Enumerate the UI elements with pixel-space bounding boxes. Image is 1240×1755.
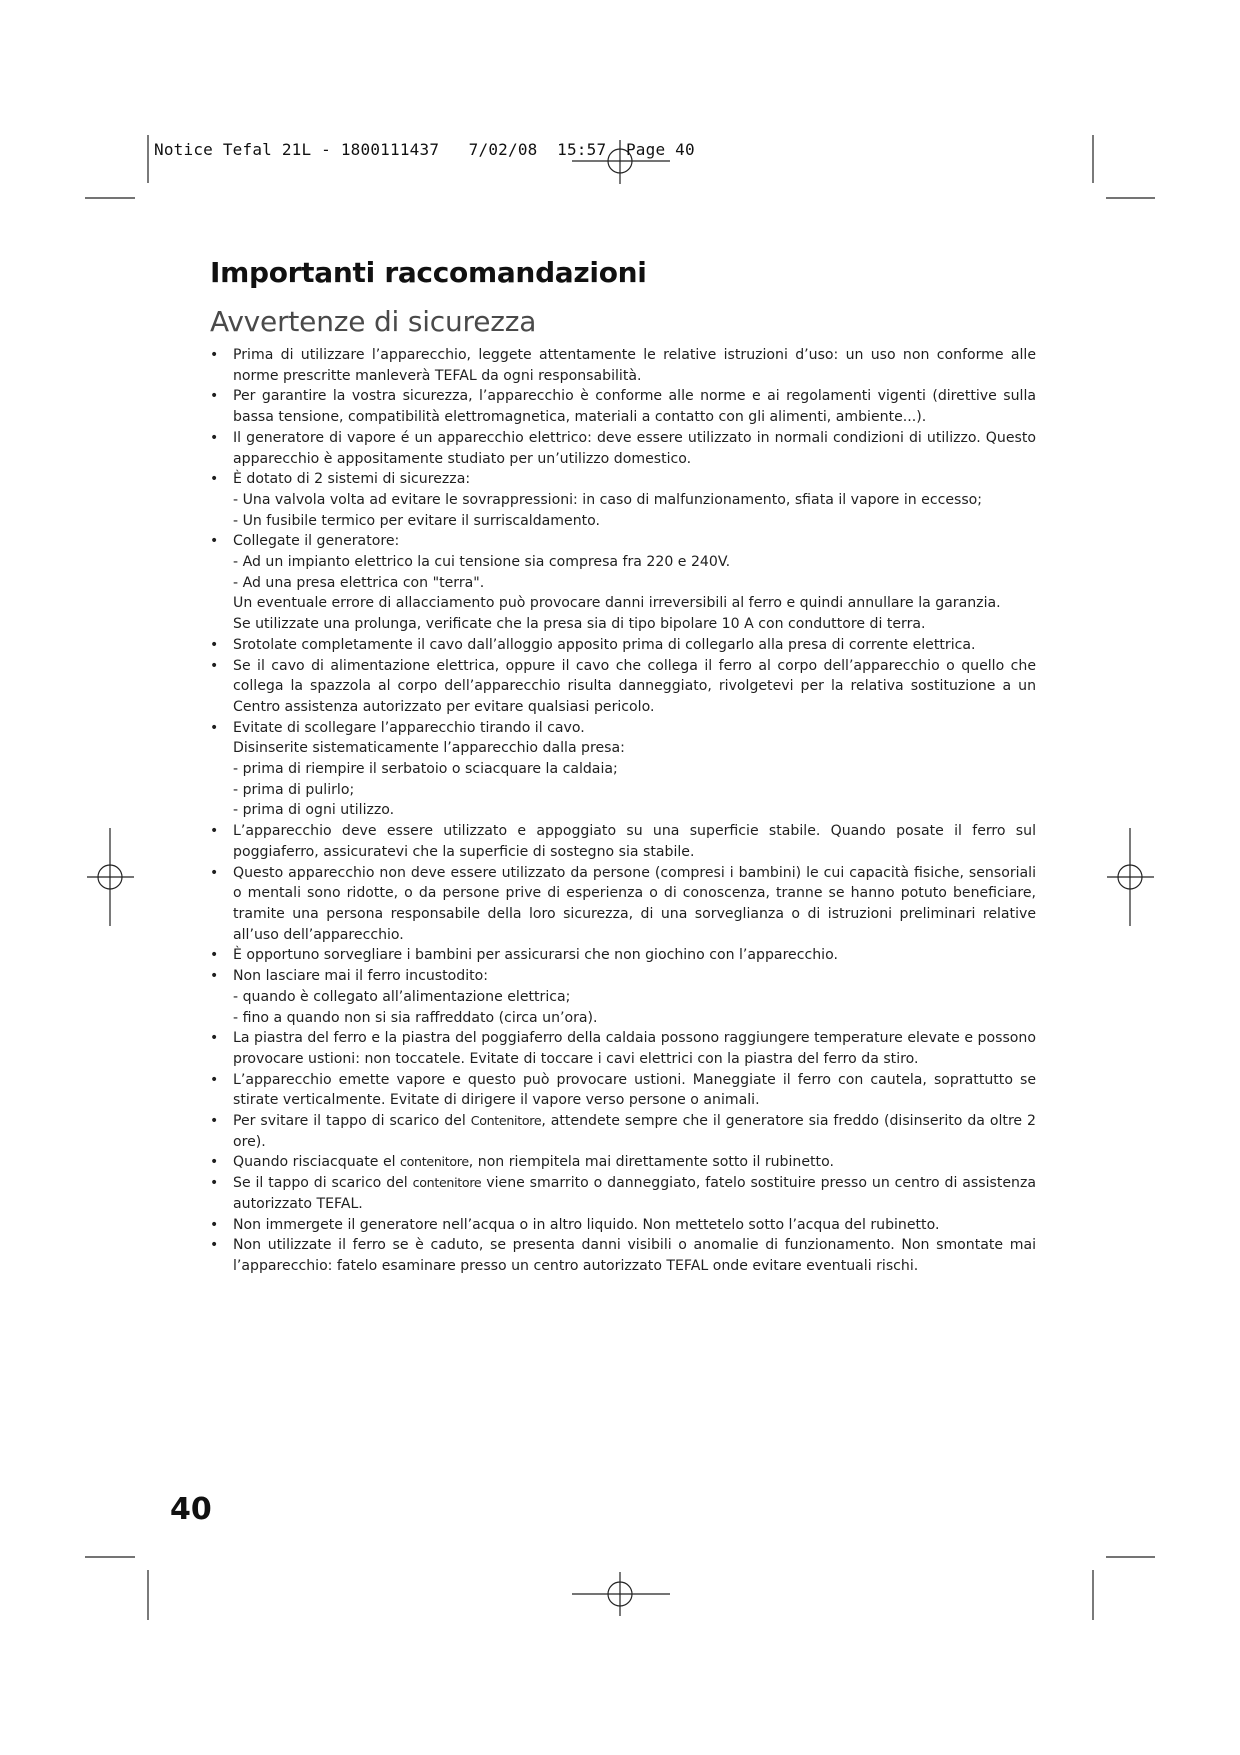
sub-line: Un eventuale errore di allacciamento può provocare danni irreversibili al ferro e quindi annullare la garanzia. bbox=[233, 595, 1001, 612]
sub-line: - prima di ogni utilizzo. bbox=[233, 802, 395, 819]
list-item: • Quando risciacquate el contenitore, non riempitela mai direttamente sotto il rubinetto. bbox=[210, 1152, 1036, 1173]
list-item: • Srotolate completamente il cavo dall’alloggio apposito prima di collegarlo alla presa di corrente elettrica. bbox=[210, 635, 1036, 656]
list-item: • È opportuno sorvegliare i bambini per assicurarsi che non giochino con l’apparecchio. bbox=[210, 945, 1036, 966]
list-item: • Evitate di scollegare l’apparecchio tirando il cavo. Disinserite sistematicamente l’apparecchio dalla presa: - prima di riempire il serbatoio o sciacquare la caldaia; - prima di pulirlo; - prima di ogni utilizzo. bbox=[210, 718, 1036, 822]
sub-line: - Ad una presa elettrica con "terra". bbox=[233, 574, 485, 591]
sub-line: - prima di pulirlo; bbox=[233, 781, 355, 798]
print-header: Notice Tefal 21L - 1800111437 7/02/08 15:57 Page 40 bbox=[154, 140, 695, 159]
sub-line: - quando è collegato all’alimentazione elettrica; bbox=[233, 988, 571, 1005]
list-item: • Non immergete il generatore nell’acqua o in altro liquido. Non mettetelo sotto l’acqua del rubinetto. bbox=[210, 1215, 1036, 1236]
list-item: • Collegate il generatore: - Ad un impianto elettrico la cui tensione sia compresa fra 220 e 240V. - Ad una presa elettrica con "terra". Un eventuale errore di allacciamento può provocare danni irreversibili al ferro e quindi annullare la garanzia. Se utilizzate una prolunga, verificate che la presa sia di tipo bipolare 10 A con conduttore di terra. bbox=[210, 531, 1036, 635]
list-item: • Non utilizzate il ferro se è caduto, se presenta danni visibili o anomalie di funzionamento. Non smontate mai l’apparecchio: fatelo esaminare presso un centro autorizzato TEFAL onde evitare eventuali rischi. bbox=[210, 1235, 1036, 1276]
list-item: • È dotato di 2 sistemi di sicurezza: - Una valvola volta ad evitare le sovrappressioni: in caso di malfunzionamento, sfiata il vapore in eccesso; - Un fusibile termico per evitare il surriscaldamento. bbox=[210, 469, 1036, 531]
sub-line: - Una valvola volta ad evitare le sovrappressioni: in caso di malfunzionamento, sfiata il vapore in eccesso; bbox=[233, 491, 983, 508]
safety-list bbox=[210, 345, 1036, 1277]
page-number: 40 bbox=[170, 1492, 212, 1527]
list-item: • Prima di utilizzare l’apparecchio, leggete attentamente le relative istruzioni d’uso: un uso non conforme alle norme prescritte manleverà TEFAL da ogni responsabilità. bbox=[210, 345, 1036, 386]
list-item: • Questo apparecchio non deve essere utilizzato da persone (compresi i bambini) le cui capacità fisiche, sensoriali o mentali sono ridotte, o da persone prive di esperienza o di conoscenza, tranne se hanno potuto beneficiare, tramite una persona responsabile della loro sicurezza, di una sorveglianza o di istruzioni preliminari relative all’uso dell’apparecchio. bbox=[210, 863, 1036, 946]
sub-line: Se utilizzate una prolunga, verificate che la presa sia di tipo bipolare 10 A con conduttore di terra. bbox=[233, 616, 926, 633]
section-subtitle: Avvertenze di sicurezza bbox=[210, 305, 537, 338]
list-item: • Per garantire la vostra sicurezza, l’apparecchio è conforme alle norme e ai regolamenti vigenti (direttive sulla bassa tensione, compatibilità elettromagnetica, materiali a contatto con gli alimenti, ambiente...). bbox=[210, 386, 1036, 427]
list-item: • Per svitare il tappo di scarico del Contenitore, attendete sempre che il generatore sia freddo (disinserito da oltre 2 ore). bbox=[210, 1111, 1036, 1152]
list-item: • La piastra del ferro e la piastra del poggiaferro della caldaia possono raggiungere temperature elevate e possono provocare ustioni: non toccatele. Evitate di toccare i cavi elettrici con la piastra del ferro da stiro. bbox=[210, 1028, 1036, 1069]
list-item: • L’apparecchio deve essere utilizzato e appoggiato su una superficie stabile. Quando posate il ferro sul poggiaferro, assicuratevi che la superficie di sostegno sia stabile. bbox=[210, 821, 1036, 862]
sub-line: - Ad un impianto elettrico la cui tensione sia compresa fra 220 e 240V. bbox=[233, 554, 731, 571]
safety-content bbox=[210, 345, 1036, 1277]
sub-line: - Un fusibile termico per evitare il surriscaldamento. bbox=[233, 512, 601, 529]
sub-line: - prima di riempire il serbatoio o sciacquare la caldaia; bbox=[233, 761, 618, 778]
list-item: • Il generatore di vapore é un apparecchio elettrico: deve essere utilizzato in normali condizioni di utilizzo. Questo apparecchio è appositamente studiato per un’utilizzo domestico. bbox=[210, 428, 1036, 469]
sub-line: - fino a quando non si sia raffreddato (circa un’ora). bbox=[233, 1009, 598, 1026]
list-item: • L’apparecchio emette vapore e questo può provocare ustioni. Maneggiate il ferro con cautela, soprattutto se stirate verticalmente. Evitate di dirigere il vapore verso persone o animali. bbox=[210, 1070, 1036, 1111]
list-item: • Se il cavo di alimentazione elettrica, oppure il cavo che collega il ferro al corpo dell’apparecchio o quello che collega la spazzola al corpo dell’apparecchio risulta danneggiato, rivolgetevi per la relativa sostituzione a un Centro assistenza autorizzato per evitare qualsiasi pericolo. bbox=[210, 656, 1036, 718]
sub-line: Disinserite sistematicamente l’apparecchio dalla presa: bbox=[233, 740, 625, 757]
list-item: • Non lasciare mai il ferro incustodito: - quando è collegato all’alimentazione elettrica; - fino a quando non si sia raffreddato (circa un’ora). bbox=[210, 966, 1036, 1028]
list-item: • Se il tappo di scarico del contenitore viene smarrito o danneggiato, fatelo sostituire presso un centro di assistenza autorizzato TEFAL. bbox=[210, 1173, 1036, 1214]
page-title: Importanti raccomandazioni bbox=[210, 256, 647, 289]
